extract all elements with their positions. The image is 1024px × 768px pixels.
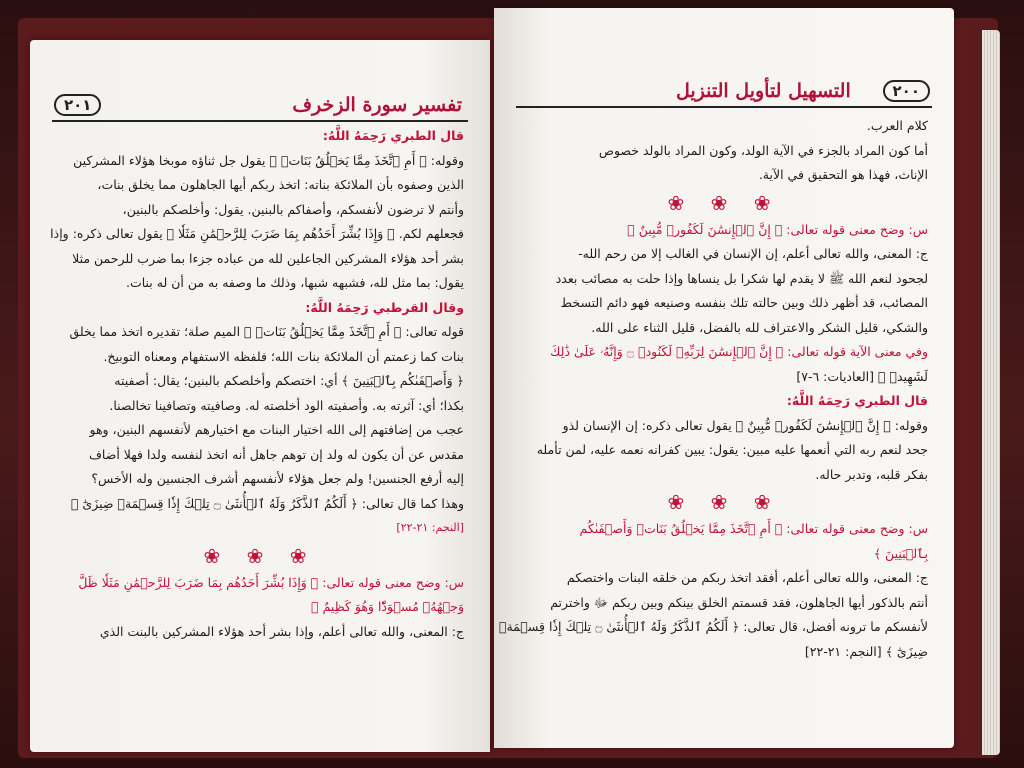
right-page-text-line: المصائب، قد أظهر ذلك وبين حالته تلك بنفسه وصنيعه فهو دائم التسخط	[560, 295, 928, 310]
left-page-text-line: ❀ ❀ ❀	[203, 543, 317, 568]
left-page-text-line: بكذا؛ أي: آثرته به. وأصفيته الود أخلصته له. وصافيته وتصافينا تخالصنا.	[109, 397, 464, 413]
left-page-text-line: قوله تعالى: ﴿ أَمِ ٱتَّخَذَ مِمَّا يَخۡلُقُ بَنَاتٖ ﴾ الميم صلة؛ تقديره اتخذ مما يخلق	[69, 324, 464, 339]
left-page-text-line: ج: المعنى، والله تعالى أعلم، وإذا بشر أحد هؤلاء المشركين بالبنت الذي	[99, 623, 464, 639]
left-page-text-line: الذين وصفوه بأن الملائكة بناته: اتخذ ربكم أيها الجاهلون مما يخلق بنات،	[97, 177, 464, 192]
right-page-title: التسهيل لتأويل التنزيل	[676, 80, 851, 102]
right-page-body	[498, 114, 928, 664]
left-page-text-line: س: وضح معنى قوله تعالى: ﴿ وَإِذَا بُشِّرَ أَحَدُهُم بِمَا ضَرَبَ لِلرَّحۡمَٰنِ مَثَلٗا ظَلَّ	[78, 574, 464, 590]
left-page-text-line: وَجۡهُهُۥ مُسۡوَدّٗا وَهُوَ كَظِيمٌ ﴾	[311, 599, 464, 614]
page-stack-edge	[982, 30, 1000, 755]
right-page-text-line: وقوله: ﴿ إِنَّ ٱلۡإِنسَٰنَ لَكَفُورٞ مُّبِينٌ ﴾ يقول تعالى ذكره: إن الإنسان لذو	[562, 417, 928, 433]
left-page-header	[52, 80, 468, 122]
right-page-text-line: لَشَهِيدٞ ﴾ [العاديات: ٦-٧]	[796, 368, 928, 384]
left-page-text-line: وأنتم لا ترضون لأنفسكم، وأصفاكم بالبنين. يقول: وأخلصكم بالبنين،	[122, 201, 464, 217]
left-page-number: ٢٠١	[54, 94, 101, 116]
right-page-text-line: بِٱلۡبَنِينَ ﴾	[873, 545, 928, 561]
left-page-text-line: وقوله: ﴿ أَمِ ٱتَّخَذَ مِمَّا يَخۡلُقُ بَنَاتٖ ﴾ يقول جل ثناؤه موبخا هؤلاء المشركين	[73, 152, 464, 168]
right-page-text-line: لجحود لنعم الله ﷺ لا يقدم لها شكرا بل ينساها وإذا حلت به مصائب بعدد	[555, 270, 928, 286]
left-page-body	[50, 124, 464, 644]
left-page-text-line: بنات كما زعمتم أن الملائكة بنات الله؛ فلفظه الاستفهام ومعناه التوبيخ.	[103, 348, 464, 364]
left-page-text-line: إليه أرفع الجنسين! ولم جعل هؤلاء لأنفسهم أشرف الجنسين وله الأخس؟	[91, 471, 464, 486]
right-page-text-line: الإناث، فهذا هو التحقيق في الآية.	[758, 167, 928, 182]
left-page-text-line: مقدس عن أن يكون له ولد إن توهم جاهل أنه اتخذ لنفسه ولدا فهلا أضاف	[88, 446, 464, 462]
left-page-text-line: قال الطبري رَحِمَهُ اللَّهُ:	[322, 128, 464, 143]
right-page-text-line: س: وضح معنى قوله تعالى: ﴿ إِنَّ ٱلۡإِنسَٰنَ لَكَفُورٞ مُّبِينٌ ﴾	[627, 221, 928, 237]
right-page-text-line: جحد لنعم ربه التي أنعمها عليه مبين: يقول: يبين كفرانه نعمه عليه، لمن تأمله	[536, 442, 928, 457]
right-page-text-line: س: وضح معنى قوله تعالى: ﴿ أَمِ ٱتَّخَذَ مِمَّا يَخۡلُقُ بَنَاتٖ وَأَصۡفَىٰكُم	[579, 521, 928, 536]
left-page-text-line: وهذا كما قال تعالى: ﴿ أَلَكُمُ ٱلذَّكَرُ وَلَهُ ٱلۡأُنثَىٰ ۝ تِلۡكَ إِذٗا قِسۡمَةٞ ضِيزَىٰٓ ﴾	[70, 495, 464, 511]
left-page-text-line: ﴿ وَأَصۡفَىٰكُم بِٱلۡبَنِينَ ﴾ أي: اختصكم وأخلصكم بالبنين؛ يقال: أصفيته	[114, 373, 464, 388]
right-page-text-line: ❀ ❀ ❀	[667, 190, 781, 215]
right-page-text-line: ج: المعنى، والله تعالى أعلم، إن الإنسان في الغالب إلا من رحم الله-	[578, 246, 928, 261]
left-page	[30, 40, 490, 752]
right-page-text-line: أنتم بالذكور أيها الجاهلون، فقد قسمتم الخلق بينكم وبين ربكم ﷻ واخترتم	[550, 594, 928, 610]
right-page-text-line: أما كون المراد بالجزء في الآية الولد، وكون المراد بالولد خصوص	[598, 142, 928, 158]
right-page-text-line: لأنفسكم ما ترونه أفضل، قال تعالى: ﴿ أَلَكُمُ ٱلذَّكَرُ وَلَهُ ٱلۡأُنثَىٰ ۝ تِلۡكَ إِذٗا قِسۡمَةٞ	[498, 619, 928, 634]
right-page-text-line: ضِيزَىٰٓ ﴾ [النجم: ٢١-٢٢]	[804, 643, 928, 659]
left-page-text-line: يقول: بما مثل لله، فشبهه شبها، وذلك ما وصفه به من أن له بنات.	[125, 275, 464, 290]
right-page-text-line: قال الطبري رَحِمَهُ اللَّهُ:	[786, 393, 928, 408]
right-page-number: ٢٠٠	[883, 80, 930, 102]
right-page-text-line: والشكي، قليل الشكر والاعتراف لله بالفضل، قليل الثناء على الله.	[591, 319, 928, 335]
right-page-header	[516, 66, 932, 108]
right-page-text-line: بفكر قلبه، وتدبر حاله.	[815, 466, 928, 482]
right-page-text-line: كلام العرب.	[866, 118, 928, 133]
right-page	[494, 8, 954, 748]
left-page-title: تفسير سورة الزخرف	[292, 94, 462, 116]
left-page-text-line: [النجم: ٢١-٢٢]	[396, 521, 464, 534]
right-page-text-line: ❀ ❀ ❀	[667, 490, 781, 514]
right-page-text-line: وفي معنى الآية قوله تعالى: ﴿ إِنَّ ٱلۡإِنسَٰنَ لِرَبِّهِۦ لَكَنُودٞ ۝ وَإِنَّهُۥ عَلَىٰ ذَٰلِكَ	[550, 344, 928, 359]
left-page-text-line: بشر أحد هؤلاء المشركين الجاعلين لله من عباده جزءا بما ضرب للرحمن مثلا	[72, 250, 464, 266]
left-page-text-line: وقال القرطبي رَحِمَهُ اللَّهُ:	[305, 299, 464, 315]
left-page-text-line: فجعلهم لكم. ﴿ وَإِذَا بُشِّرَ أَحَدُهُم بِمَا ضَرَبَ لِلرَّحۡمَٰنِ مَثَلٗا ﴾ يقول تعالى ذكره: وإذا	[50, 226, 464, 241]
left-page-text-line: عجب من إضافتهم إلى الله اختيار البنات مع اختيارهم لأنفسهم البنين، وهو	[89, 422, 464, 437]
right-page-text-line: ج: المعنى، والله تعالى أعلم، أفقد اتخذ ربكم من خلقه البنات واختصكم	[566, 570, 928, 585]
